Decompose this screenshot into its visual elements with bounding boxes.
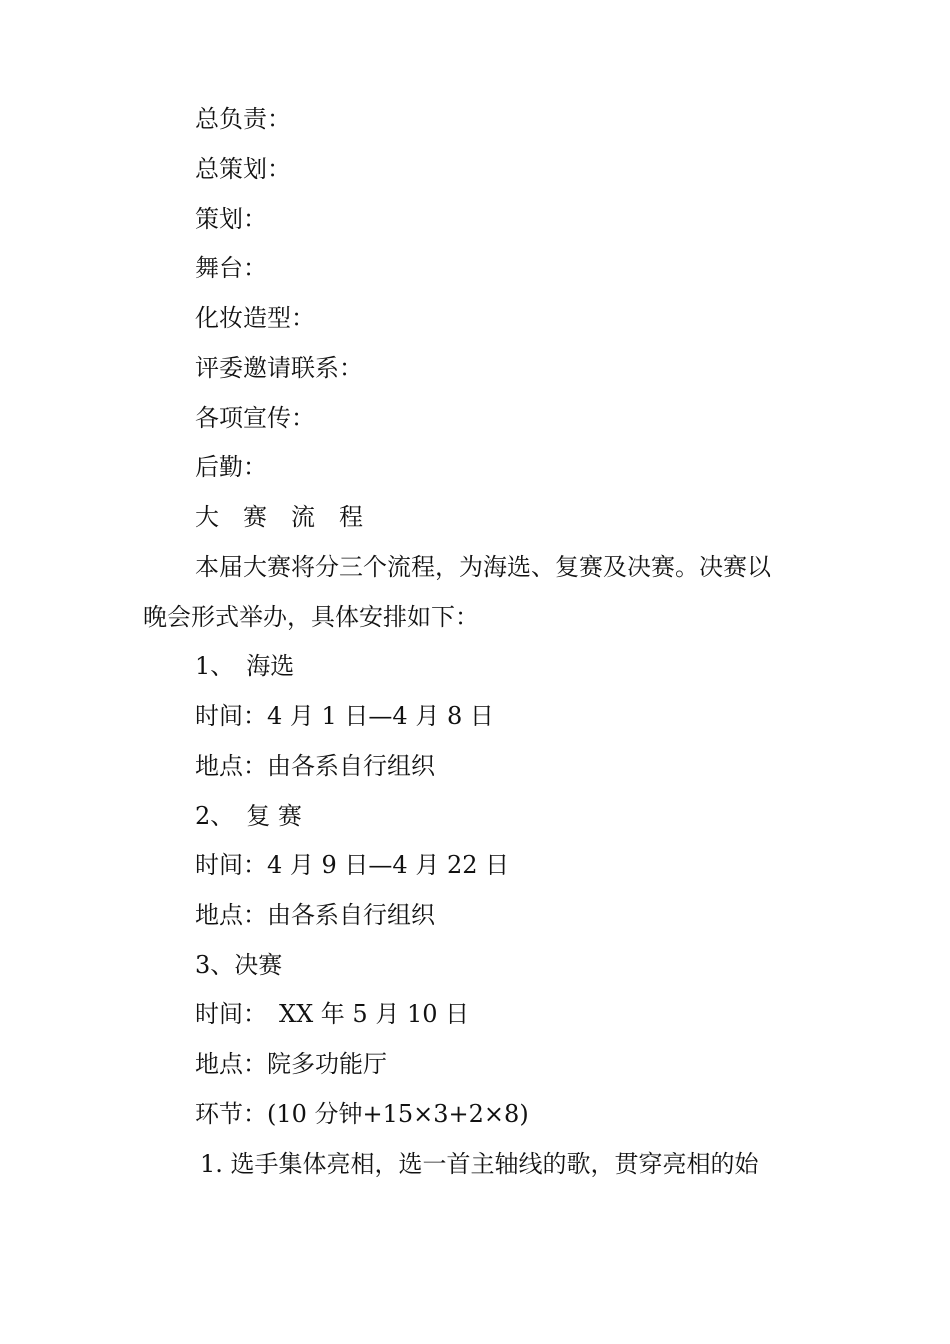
paragraph-intro-line-1: 本届大赛将分三个流程，为海选、复赛及决赛。决赛以 (195, 553, 771, 581)
staff-chief-planner-label: 总策划： (195, 155, 291, 183)
section-heading-contest-process: 大 赛 流 程 (195, 503, 363, 531)
staff-judges-contact-label: 评委邀请联系： (195, 354, 363, 382)
staff-makeup-label: 化妆造型： (195, 304, 315, 332)
staff-chief-label: 总负责： (195, 105, 291, 133)
stage-3-time: 时间： XX 年 5 月 10 日 (195, 1000, 470, 1028)
stage-2-location: 地点：由各系自行组织 (195, 901, 435, 929)
stage-2-heading: 2、 复 赛 (195, 802, 302, 830)
paragraph-intro-line-2: 晚会形式举办，具体安排如下： (143, 603, 479, 631)
stage-1-location: 地点：由各系自行组织 (195, 752, 435, 780)
stage-2-time: 时间：4 月 9 日—4 月 22 日 (195, 851, 510, 879)
stage-3-segments: 环节：(10 分钟+15×3+2×8) (195, 1100, 529, 1128)
stage-1-heading: 1、 海选 (195, 652, 295, 680)
segment-item-1: 1. 选手集体亮相，选一首主轴线的歌，贯穿亮相的始 (200, 1150, 759, 1178)
stage-3-location: 地点：院多功能厅 (195, 1050, 387, 1078)
staff-publicity-label: 各项宣传： (195, 404, 315, 432)
stage-3-heading: 3、决赛 (195, 951, 283, 979)
staff-logistics-label: 后勤： (195, 453, 267, 481)
stage-1-time: 时间：4 月 1 日—4 月 8 日 (195, 702, 494, 730)
staff-planner-label: 策划： (195, 205, 267, 233)
staff-stage-label: 舞台： (195, 254, 267, 282)
